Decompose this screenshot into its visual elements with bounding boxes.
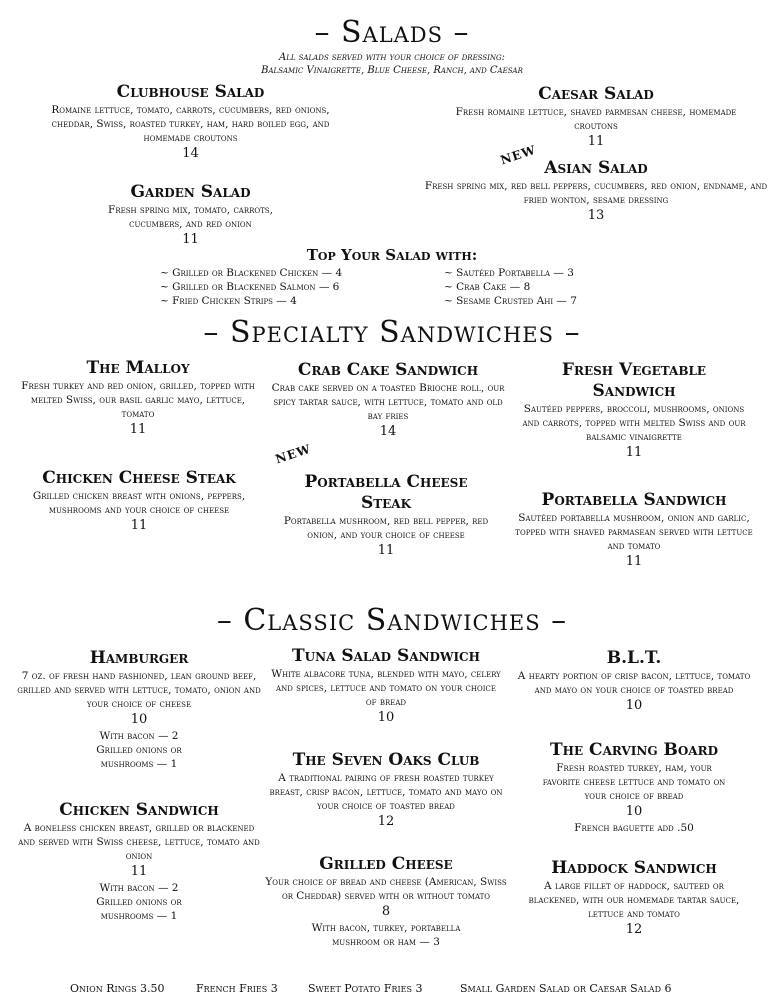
- item-name: B.L.T.: [606, 648, 662, 668]
- menu-item-tuna-salad-sandwich: [270, 646, 502, 727]
- menu-item-seven-oaks-club: [262, 750, 510, 831]
- menu-item-crab-cake-sandwich: [268, 360, 508, 441]
- item-description: Fresh spring mix, tomato, carrots, cucumbers, and red onion: [108, 204, 273, 230]
- item-price: 11: [377, 543, 395, 558]
- item-name: Chicken Sandwich: [59, 800, 219, 820]
- item-addon: With bacon, turkey, portabella: [311, 922, 461, 934]
- item-addon: mushrooms — 1: [100, 910, 178, 922]
- item-name: Tuna Salad Sandwich: [292, 646, 480, 666]
- menu-item-chicken-cheese-steak: [14, 468, 264, 535]
- item-price: 11: [130, 864, 148, 879]
- menu-item-garden-salad: [28, 182, 353, 249]
- menu-item-portabella-cheese-steak: [278, 472, 494, 560]
- item-description: Grilled chicken breast with onions, peppers, mushrooms and your choice of cheese: [32, 490, 246, 516]
- topping-item: ~ Sesame Crusted Ahi — 7: [444, 295, 577, 307]
- menu-item-blt: [512, 648, 756, 715]
- item-addon: mushrooms — 1: [100, 758, 178, 770]
- menu-item-clubhouse-salad: [28, 82, 353, 163]
- item-description: Fresh romaine lettuce, shaved parmesan cheese, homemade croutons: [455, 106, 737, 132]
- item-name: Garden Salad: [130, 182, 251, 202]
- item-description: Romaine lettuce, tomato, carrots, cucumbers, red onions, cheddar, Swiss, roasted turkey, ham, hard boiled egg, and homemade croutons: [51, 104, 330, 144]
- item-price: 14: [379, 424, 397, 439]
- item-price: 8: [381, 904, 391, 919]
- toppings-heading: Top Your Salad with:: [306, 246, 478, 264]
- item-description: Sautéed peppers, broccoli, mushrooms, onions and carrots, topped with melted Swiss and our balsamic vinaigrette: [522, 403, 746, 443]
- item-name: Clubhouse Salad: [116, 82, 265, 102]
- item-name: Chicken Cheese Steak: [42, 468, 236, 488]
- item-name: Asian Salad: [544, 158, 648, 178]
- item-description: White albacore tuna, blended with mayo, celery and spices, lettuce and tomato on your choice of bread: [271, 668, 501, 708]
- item-price: 11: [130, 518, 148, 533]
- specialty-heading: – Specialty Sandwiches –: [203, 315, 581, 350]
- item-description: Fresh spring mix, red bell peppers, cucumbers, red onion, endname, and fried wonton, sesame dressing: [424, 180, 768, 206]
- item-description: A boneless chicken breast, grilled or blackened and served with Swiss cheese, lettuce, tomato and onion: [18, 822, 260, 862]
- item-price: 11: [625, 554, 643, 569]
- menu-item-portabella-sandwich: [512, 490, 756, 571]
- item-description: A large fillet of haddock, sauteed or blackened, with our homemade tartar sauce, lettuce and tomato: [528, 880, 740, 920]
- menu-item-haddock-sandwich: [516, 858, 752, 939]
- item-price: 10: [625, 698, 643, 713]
- item-description: A hearty portion of crisp bacon, lettuce, tomato and mayo on your choice of toasted bread: [517, 670, 751, 696]
- topping-item: ~ Fried Chicken Strips — 4: [160, 295, 297, 307]
- new-badge: NEW: [273, 441, 313, 467]
- item-addon: mushroom or ham — 3: [332, 936, 440, 948]
- item-price: 10: [625, 804, 643, 819]
- classic-heading: – Classic Sandwiches –: [216, 603, 568, 638]
- side-small-salad: Small Garden Salad or Caesar Salad 6: [460, 982, 672, 995]
- item-description: 7 oz. of fresh hand fashioned, lean ground beef, grilled and served with lettuce, tomato, onion and your choice of cheese: [17, 670, 261, 710]
- item-name: Fresh Vegetable Sandwich: [561, 360, 707, 401]
- topping-item: ~ Crab Cake — 8: [444, 281, 531, 293]
- menu-item-grilled-cheese: [262, 854, 510, 949]
- item-description: A traditional pairing of fresh roasted turkey breast, crisp bacon, lettuce, tomato and mayo on your choice of toasted bread: [269, 772, 503, 812]
- side-french-fries: French Fries 3: [196, 982, 278, 995]
- item-name: Portabella Cheese Steak: [304, 472, 468, 513]
- salads-heading: – Salads –: [314, 15, 470, 50]
- item-addon: Grilled onions or: [96, 896, 182, 908]
- topping-item: ~ Grilled or Blackened Chicken — 4: [160, 267, 343, 279]
- item-addon: With bacon — 2: [99, 882, 179, 894]
- side-onion-rings: Onion Rings 3.50: [70, 982, 165, 995]
- item-price: 10: [377, 710, 395, 725]
- item-name: The Seven Oaks Club: [292, 750, 480, 770]
- menu-item-fresh-vegetable-sandwich: [518, 360, 750, 462]
- item-name: Caesar Salad: [538, 84, 654, 104]
- item-description: Fresh turkey and red onion, grilled, topped with melted Swiss, our basil garlic mayo, lettuce, tomato: [21, 380, 255, 420]
- side-sweet-potato-fries: Sweet Potato Fries 3: [308, 982, 423, 995]
- toppings-list-left: [160, 266, 342, 308]
- salads-dressing-note: All salads served with your choice of dressing:: [278, 52, 506, 63]
- new-badge: NEW: [498, 142, 538, 168]
- salads-dressing-options: Balsamic Vinaigrette, Blue Cheese, Ranch, and Caesar: [261, 65, 523, 76]
- item-addon: French baguette add .50: [574, 822, 694, 834]
- item-description: Sautéed portabella mushroom, onion and garlic, topped with shaved parmasean served with lettuce and tomato: [515, 512, 753, 552]
- menu-item-asian-salad: [420, 158, 772, 225]
- item-description: Portabella mushroom, red bell pepper, red onion, and your choice of cheese: [283, 515, 489, 541]
- item-name: The Carving Board: [549, 740, 718, 760]
- item-price: 12: [377, 814, 395, 829]
- menu-item-chicken-sandwich: [14, 800, 264, 923]
- item-price: 11: [182, 232, 199, 247]
- item-addon: With bacon — 2: [99, 730, 179, 742]
- item-price: 11: [129, 422, 147, 437]
- item-price: 10: [130, 712, 148, 727]
- item-price: 11: [625, 445, 643, 460]
- menu-item-the-malloy: [18, 358, 258, 439]
- item-price: 13: [587, 208, 605, 223]
- item-name: Grilled Cheese: [319, 854, 453, 874]
- item-name: The Malloy: [86, 358, 190, 378]
- item-name: Portabella Sandwich: [541, 490, 727, 510]
- menu-item-caesar-salad: [420, 84, 772, 151]
- item-price: 11: [587, 134, 605, 149]
- item-price: 14: [182, 146, 199, 161]
- topping-item: ~ Sautéed Portabella — 3: [444, 267, 574, 279]
- menu-item-hamburger: [14, 648, 264, 771]
- item-name: Crab Cake Sandwich: [297, 360, 479, 380]
- item-description: Fresh roasted turkey, ham, your favorite cheese lettuce and tomato on your choice of bread: [542, 762, 726, 802]
- topping-item: ~ Grilled or Blackened Salmon — 6: [160, 281, 340, 293]
- item-description: Your choice of bread and cheese (American, Swiss or Cheddar) served with or without tomato: [265, 876, 507, 902]
- item-price: 12: [625, 922, 643, 937]
- item-name: Haddock Sandwich: [551, 858, 717, 878]
- menu-item-carving-board: [516, 740, 752, 835]
- toppings-list-right: [444, 266, 577, 308]
- item-addon: Grilled onions or: [96, 744, 182, 756]
- item-name: Hamburger: [89, 648, 189, 668]
- item-description: Crab cake served on a toasted Brioche roll, our spicy tartar sauce, with lettuce, tomato and old bay fries: [271, 382, 505, 422]
